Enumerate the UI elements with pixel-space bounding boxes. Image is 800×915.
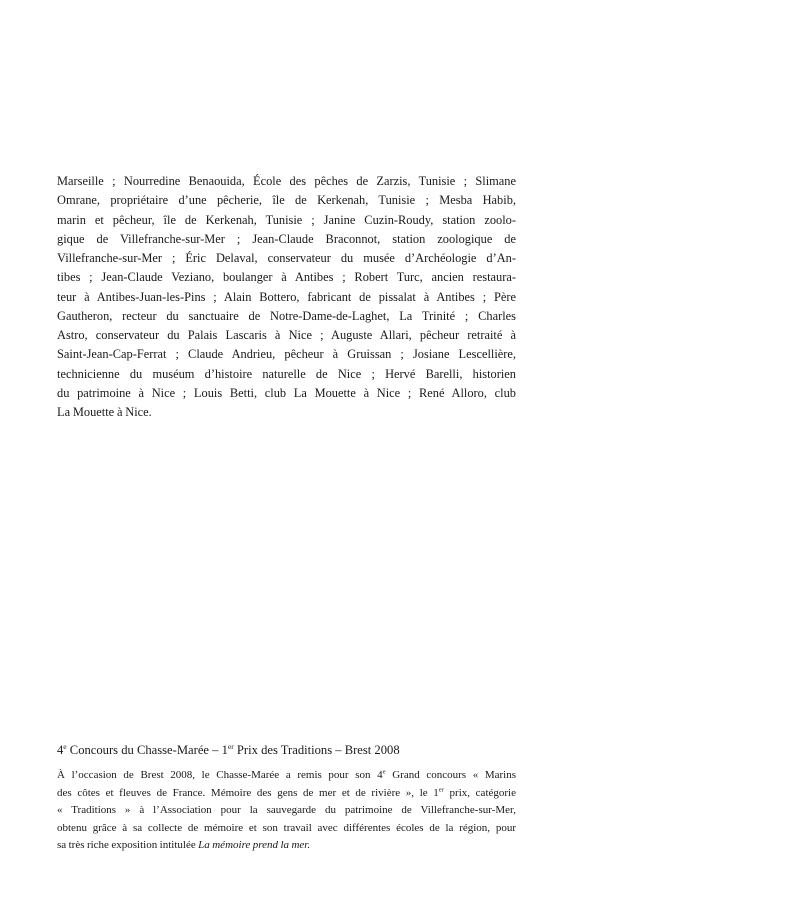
- paragraph-line: du patrimoine à Nice ; Louis Betti, club La Mouette à Nice ; René Alloro, club: [57, 385, 516, 400]
- paragraph-line: obtenu grâce à sa collecte de mémoire et son travail avec différentes écoles de la région, pour: [57, 821, 516, 834]
- paragraph-line: Gautheron, recteur du sanctuaire de Notre-Dame-de-Laghet, La Trinité ; Charles: [57, 308, 516, 323]
- paragraph-line: Astro, conservateur du Palais Lascaris à Nice ; Auguste Allari, pêcheur retraité à: [57, 328, 516, 342]
- paragraph-line: sa très riche exposition intitulée La mémoire prend la mer.: [57, 839, 311, 852]
- paragraph-line: Marseille ; Nourredine Benaouida, École des pêches de Zarzis, Tunisie ; Slimane: [57, 174, 516, 188]
- paragraph-line: des côtes et fleuves de France. Mémoire des gens de mer et de rivière », le 1er prix, catégorie: [57, 785, 516, 799]
- paragraph-line: Saint-Jean-Cap-Ferrat ; Claude Andrieu, pêcheur à Gruissan ; Josiane Lescellière,: [57, 347, 516, 362]
- paragraph-line: Villefranche-sur-Mer ; Éric Delaval, conservateur du musée d’Archéologie d’An-: [57, 251, 516, 265]
- paragraph-line: gique de Villefranche-sur-Mer ; Jean-Claude Braconnot, station zoologique de: [57, 231, 516, 246]
- paragraph-line: La Mouette à Nice.: [57, 405, 152, 419]
- contributors-paragraph: [57, 172, 516, 422]
- award-heading: 4e Concours du Chasse-Marée – 1er Prix des Traditions – Brest 2008: [57, 741, 400, 757]
- paragraph-line: Omrane, propriétaire d’une pêcherie, île de Kerkenah, Tunisie ; Mesba Habib,: [57, 193, 516, 208]
- paragraph-line: tibes ; Jean-Claude Veziano, boulanger à Antibes ; Robert Turc, ancien restaura-: [57, 270, 516, 285]
- paragraph-line: À l’occasion de Brest 2008, le Chasse-Marée a remis pour son 4e Grand concours « Marins: [57, 768, 516, 781]
- award-paragraph: [57, 767, 516, 855]
- paragraph-line: technicienne du muséum d’histoire naturelle de Nice ; Hervé Barelli, historien: [57, 366, 516, 381]
- paragraph-line: teur à Antibes-Juan-les-Pins ; Alain Bottero, fabricant de pissalat à Antibes ; Père: [57, 289, 516, 304]
- paragraph-line: « Traditions » à l’Association pour la sauvegarde du patrimoine de Villefranche-sur-Mer,: [57, 804, 516, 817]
- paragraph-line: marin et pêcheur, île de Kerkenah, Tunisie ; Janine Cuzin-Roudy, station zoolo-: [57, 212, 516, 227]
